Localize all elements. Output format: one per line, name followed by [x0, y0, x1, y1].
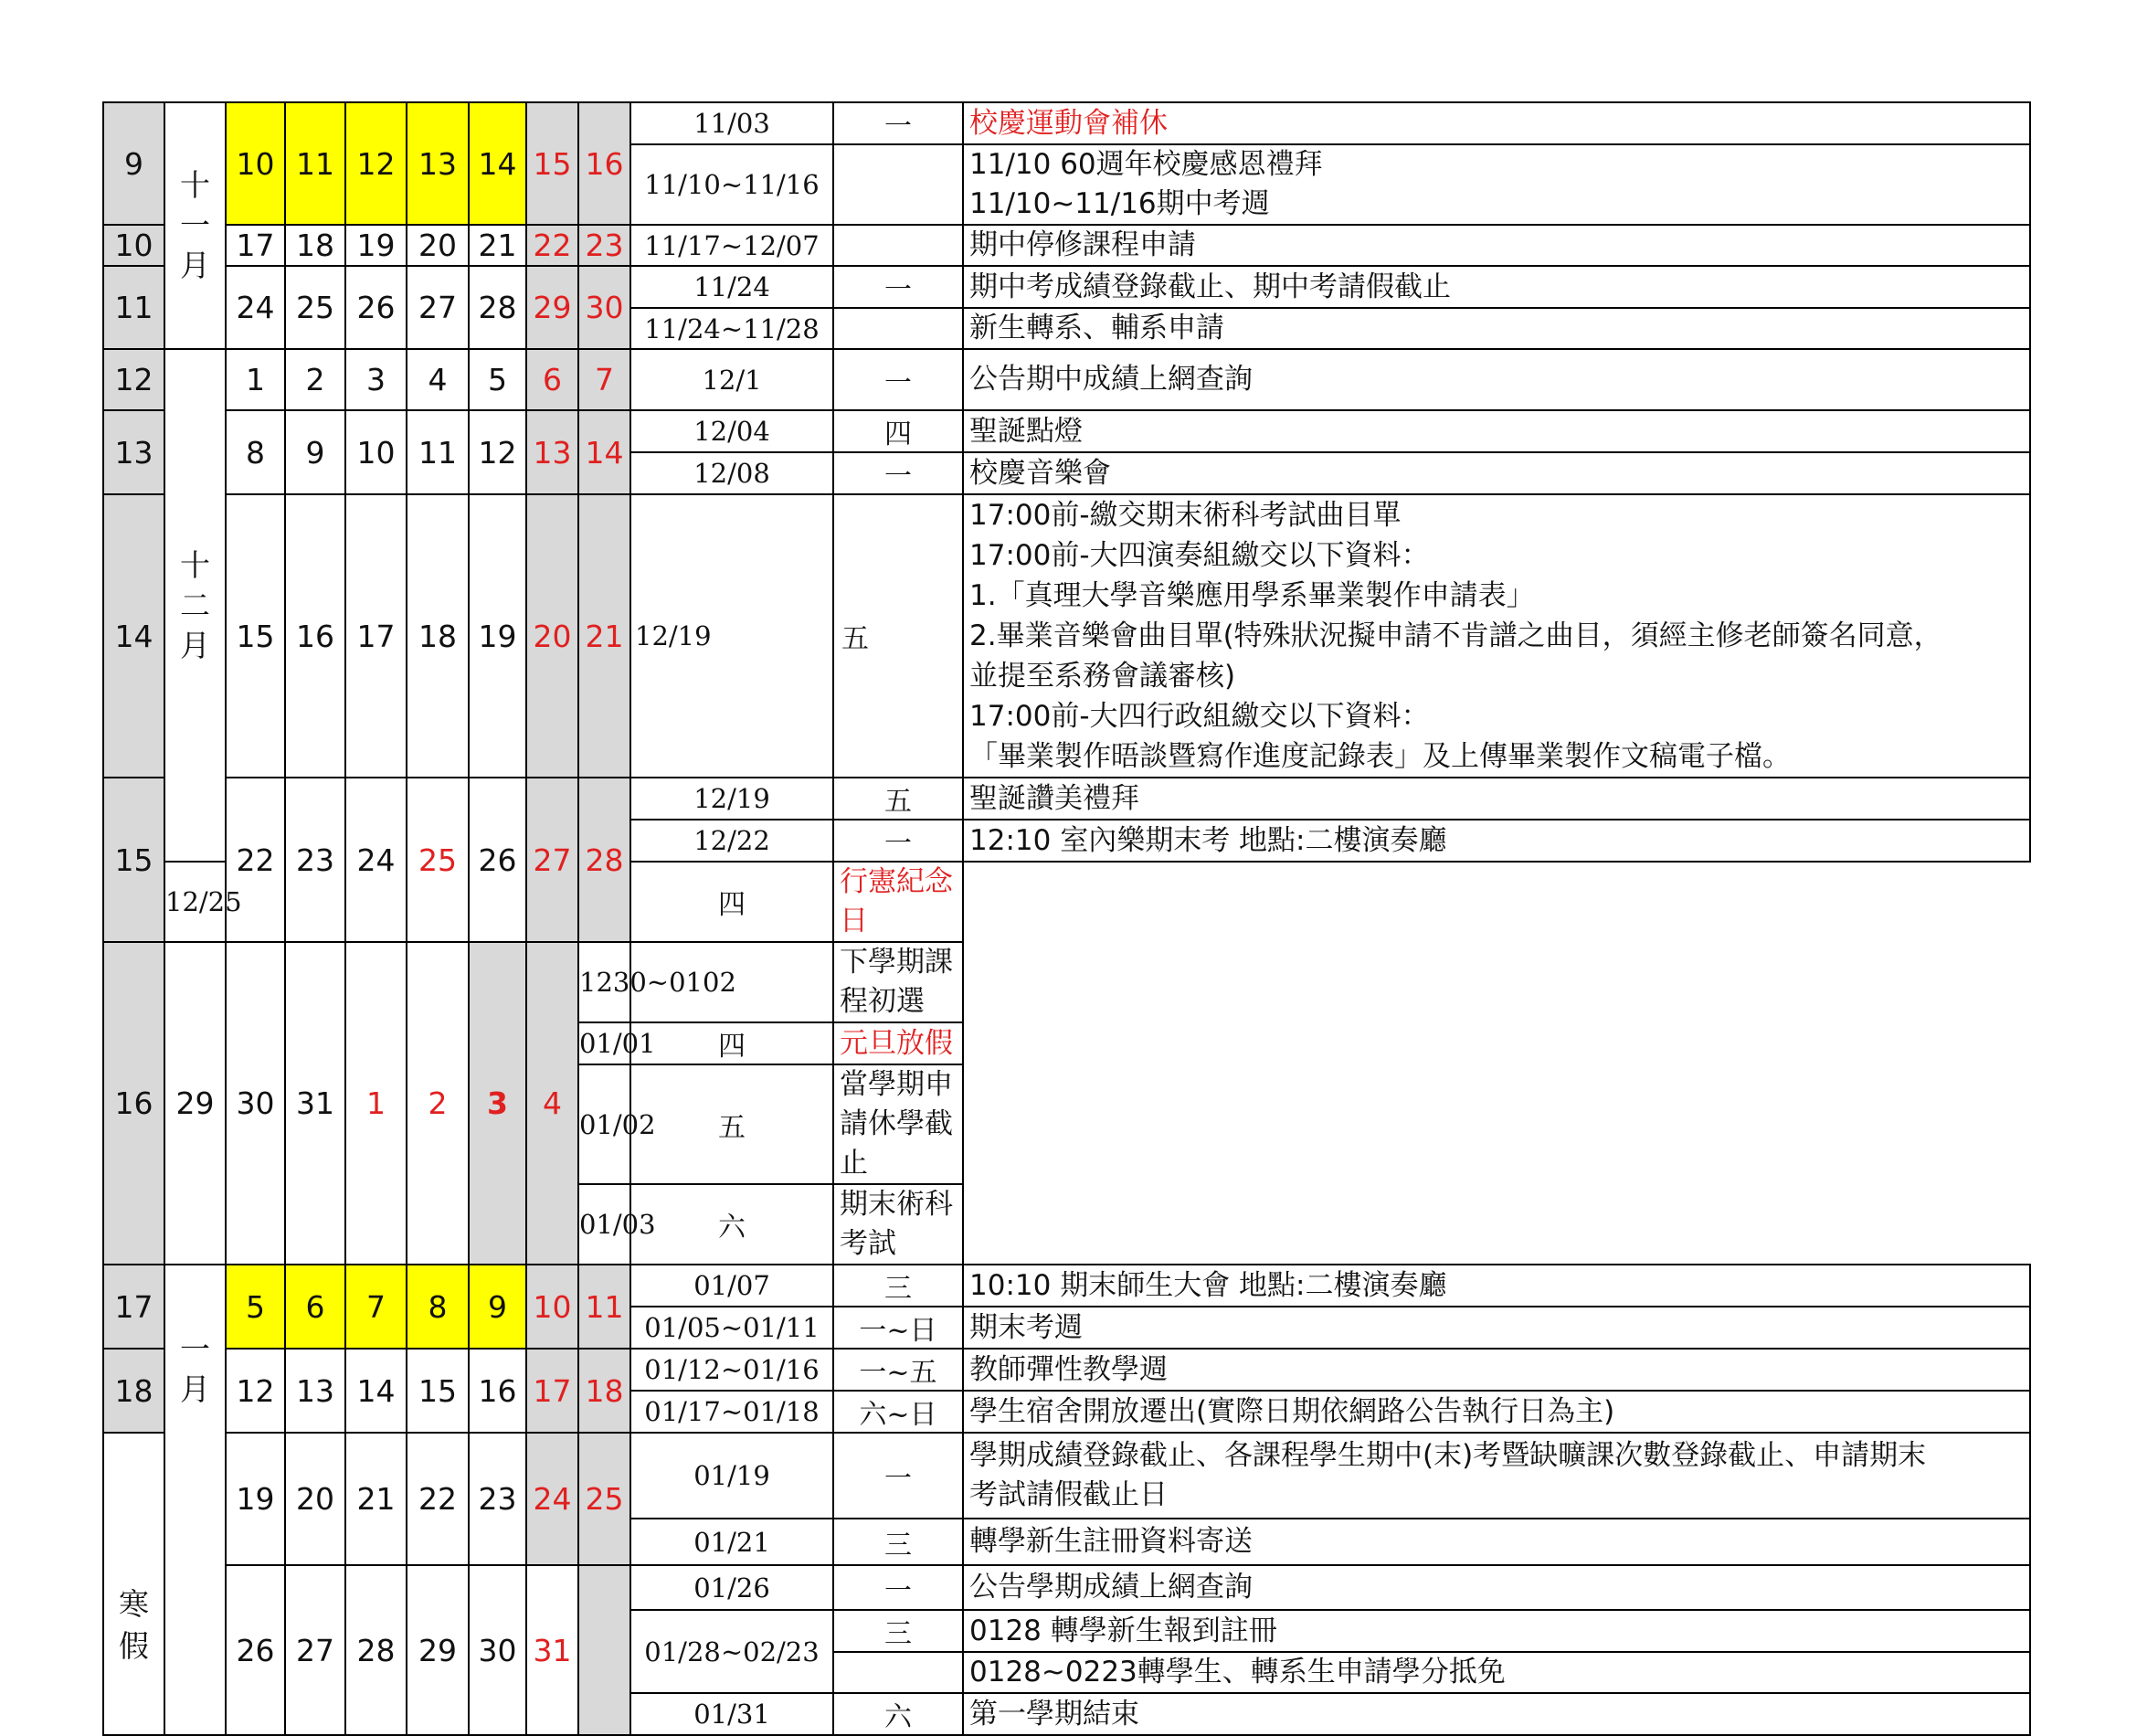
day-cell: 16 [285, 494, 345, 778]
event-description-line: 11/10 60週年校慶感恩禮拜 [969, 148, 1323, 181]
day-cell: 21 [345, 1433, 407, 1565]
day-cell: 10 [526, 1265, 578, 1349]
event-date: 12/1 [630, 349, 833, 410]
event-date: 01/01 [578, 1022, 630, 1064]
week-number-14: 14 [103, 494, 164, 778]
day-cell: 8 [407, 1265, 469, 1349]
day-cell: 26 [226, 1565, 285, 1735]
day-cell: 17 [345, 494, 407, 778]
event-date: 12/25 [164, 862, 226, 942]
week-number-15: 15 [103, 778, 164, 942]
event-day-of-week: 六~日 [833, 1391, 963, 1433]
event-description [963, 494, 2030, 778]
event-date: 12/04 [630, 410, 833, 452]
event-day-of-week: 四 [630, 862, 833, 942]
week-number-18: 18 [103, 1349, 164, 1433]
day-cell: 29 [164, 942, 226, 1265]
event-description-line: 並提至系務會議審核) [969, 660, 1236, 693]
day-cell: 15 [226, 494, 285, 778]
event-description: 元旦放假 [833, 1022, 963, 1064]
event-description: 轉學新生註冊資料寄送 [963, 1519, 2030, 1565]
day-cell: 12 [226, 1349, 285, 1433]
day-cell: 19 [226, 1433, 285, 1565]
event-description: 期中考成績登錄截止、期中考請假截止 [963, 266, 2030, 308]
day-cell: 30 [226, 942, 285, 1265]
event-day-of-week [833, 144, 963, 225]
event-day-of-week [833, 225, 963, 266]
event-date: 01/02 [578, 1064, 630, 1184]
day-cell: 2 [285, 349, 345, 410]
day-cell: 25 [407, 778, 469, 942]
day-cell: 28 [469, 266, 526, 349]
event-description: 期末考週 [963, 1307, 2030, 1349]
event-description: 第一學期結束 [963, 1693, 2030, 1735]
day-cell: 12 [469, 410, 526, 494]
event-day-of-week: 六 [833, 1693, 963, 1735]
day-cell: 20 [407, 225, 469, 266]
day-cell: 29 [407, 1565, 469, 1735]
event-day-of-week: 三 [833, 1610, 963, 1652]
day-cell: 13 [526, 410, 578, 494]
event-description-line: 1.「真理大學音樂應用學系畢業製作申請表」 [969, 579, 1535, 612]
event-description: 0128 轉學新生報到註冊 [963, 1610, 2030, 1652]
day-cell: 23 [285, 778, 345, 942]
day-cell: 24 [226, 266, 285, 349]
event-description: 聖誕讚美禮拜 [963, 778, 2030, 820]
event-day-of-week: 六 [630, 1184, 833, 1265]
event-day-of-week: 五 [630, 1064, 833, 1184]
event-description: 行憲紀念日 [833, 862, 963, 942]
day-cell: 10 [226, 102, 285, 225]
day-cell: 20 [526, 494, 578, 778]
day-cell: 9 [285, 410, 345, 494]
event-day-of-week: 四 [833, 410, 963, 452]
event-date: 12/19 [630, 494, 833, 778]
month-label-nov: 十 一 月 [164, 102, 226, 349]
calendar-body [103, 102, 2030, 1735]
day-cell: 20 [285, 1433, 345, 1565]
day-cell: 22 [526, 225, 578, 266]
event-description: 學生宿舍開放遷出(實際日期依網路公告執行日為主) [963, 1391, 2030, 1433]
event-description: 公告期中成績上網查詢 [963, 349, 2030, 410]
day-cell: 15 [526, 102, 578, 225]
month-label-dec: 十 二 月 [164, 349, 226, 862]
day-cell: 27 [407, 266, 469, 349]
day-cell: 11 [285, 102, 345, 225]
day-cell: 14 [345, 1349, 407, 1433]
day-cell: 6 [526, 349, 578, 410]
event-date: 01/17~01/18 [630, 1391, 833, 1433]
event-date: 11/24 [630, 266, 833, 308]
event-date: 01/07 [630, 1265, 833, 1307]
event-description: 10:10 期末師生大會 地點:二樓演奏廳 [963, 1265, 2030, 1307]
event-description-line: 17:00前-大四演奏組繳交以下資料： [969, 539, 1430, 572]
event-date: 01/03 [578, 1184, 630, 1265]
day-cell: 12 [345, 102, 407, 225]
day-cell: 4 [407, 349, 469, 410]
event-date: 12/19 [630, 778, 833, 820]
day-cell: 7 [578, 349, 630, 410]
day-cell: 30 [578, 266, 630, 349]
day-cell: 9 [469, 1265, 526, 1349]
event-description: 公告學期成績上網查詢 [963, 1565, 2030, 1610]
day-cell: 5 [469, 349, 526, 410]
day-cell: 28 [345, 1565, 407, 1735]
event-description: 教師彈性教學週 [963, 1349, 2030, 1391]
event-description-line: 17:00前-繳交期末術科考試曲目單 [969, 499, 1402, 532]
event-description: 0128~0223轉學生、轉系生申請學分抵免 [963, 1652, 2030, 1693]
day-cell: 18 [285, 225, 345, 266]
event-description-line: 學期成績登錄截止、各課程學生期中(末)考暨缺曠課次數登錄截止、申請期末 [969, 1439, 1927, 1472]
event-date: 12/22 [630, 820, 833, 862]
day-cell: 25 [578, 1433, 630, 1565]
day-cell: 7 [345, 1265, 407, 1349]
event-description [963, 1433, 2030, 1519]
day-cell: 27 [285, 1565, 345, 1735]
day-cell: 1 [226, 349, 285, 410]
event-date: 01/26 [630, 1565, 833, 1610]
day-cell: 27 [526, 778, 578, 942]
event-day-of-week: 一 [833, 452, 963, 494]
day-cell: 22 [226, 778, 285, 942]
day-cell: 29 [526, 266, 578, 349]
event-description-line: 2.畢業音樂會曲目單(特殊狀況擬申請不肯譜之曲目，須經主修老師簽名同意， [969, 619, 1942, 652]
event-description-line: 「畢業製作晤談暨寫作進度記錄表」及上傳畢業製作文稿電子檔。 [969, 740, 1791, 773]
day-cell: 17 [526, 1349, 578, 1433]
academic-calendar-table [102, 101, 2031, 1736]
day-cell: 3 [469, 942, 526, 1265]
event-day-of-week [833, 308, 963, 349]
event-day-of-week: 一 [833, 1565, 963, 1610]
event-date: 11/24~11/28 [630, 308, 833, 349]
event-day-of-week: 四 [630, 1022, 833, 1064]
event-day-of-week: 一 [833, 266, 963, 308]
month-label-jan: 一 月 [164, 1265, 226, 1735]
event-description: 期末術科考試 [833, 1184, 963, 1265]
day-cell: 16 [469, 1349, 526, 1433]
day-cell: 11 [578, 1265, 630, 1349]
day-cell: 31 [526, 1565, 578, 1735]
day-cell: 19 [345, 225, 407, 266]
event-day-of-week: 一~五 [833, 1349, 963, 1391]
day-cell: 15 [407, 1349, 469, 1433]
day-cell: 8 [226, 410, 285, 494]
event-description: 聖誕點燈 [963, 410, 2030, 452]
day-cell: 3 [345, 349, 407, 410]
event-date: 11/03 [630, 102, 833, 144]
event-date: 11/10~11/16 [630, 144, 833, 225]
day-cell: 21 [469, 225, 526, 266]
event-description: 期中停修課程申請 [963, 225, 2030, 266]
day-cell: 4 [526, 942, 578, 1265]
event-day-of-week: 一 [833, 820, 963, 862]
week-number-10: 10 [103, 225, 164, 266]
day-cell: 24 [526, 1433, 578, 1565]
event-date: 01/31 [630, 1693, 833, 1735]
day-cell: 1 [345, 942, 407, 1265]
day-cell: 26 [345, 266, 407, 349]
event-description: 校慶運動會補休 [963, 102, 2030, 144]
day-cell: 23 [578, 225, 630, 266]
event-description-line: 11/10~11/16期中考週 [969, 187, 1270, 220]
event-day-of-week: 五 [833, 778, 963, 820]
day-cell: 13 [285, 1349, 345, 1433]
event-description: 下學期課程初選 [833, 942, 963, 1022]
event-date: 01/28~02/23 [630, 1610, 833, 1693]
event-day-of-week: 三 [833, 1265, 963, 1307]
event-day-of-week [833, 1652, 963, 1693]
week-number-11: 11 [103, 266, 164, 349]
day-cell: 11 [407, 410, 469, 494]
day-cell: 25 [285, 266, 345, 349]
event-description-line: 考試請假截止日 [969, 1478, 1168, 1511]
event-description: 當學期申請休學截止 [833, 1064, 963, 1184]
event-day-of-week: 一 [833, 102, 963, 144]
day-cell: 14 [578, 410, 630, 494]
day-cell: 2 [407, 942, 469, 1265]
day-cell: 16 [578, 102, 630, 225]
event-date: 01/12~01/16 [630, 1349, 833, 1391]
week-number-17: 17 [103, 1265, 164, 1349]
day-cell: 26 [469, 778, 526, 942]
day-cell: 18 [578, 1349, 630, 1433]
event-day-of-week: 一 [833, 1433, 963, 1519]
event-description: 12:10 室內樂期末考 地點:二樓演奏廳 [963, 820, 2030, 862]
event-date: 01/19 [630, 1433, 833, 1519]
day-cell: 28 [578, 778, 630, 942]
event-description [963, 144, 2030, 225]
day-cell: 31 [285, 942, 345, 1265]
event-description-line: 17:00前-大四行政組繳交以下資料： [969, 700, 1430, 733]
event-date: 01/21 [630, 1519, 833, 1565]
event-day-of-week: 一~日 [833, 1307, 963, 1349]
day-cell: 14 [469, 102, 526, 225]
week-number-16: 16 [103, 942, 164, 1265]
event-date: 1230~0102 [578, 942, 630, 1022]
event-day-of-week: 五 [833, 494, 963, 778]
day-cell: 21 [578, 494, 630, 778]
day-cell: 5 [226, 1265, 285, 1349]
day-cell-empty [578, 1565, 630, 1735]
day-cell: 19 [469, 494, 526, 778]
event-description: 新生轉系、輔系申請 [963, 308, 2030, 349]
event-date: 12/08 [630, 452, 833, 494]
day-cell: 13 [407, 102, 469, 225]
week-number-13: 13 [103, 410, 164, 494]
week-number-12: 12 [103, 349, 164, 410]
day-cell: 24 [345, 778, 407, 942]
day-cell: 6 [285, 1265, 345, 1349]
event-description: 校慶音樂會 [963, 452, 2030, 494]
day-cell: 17 [226, 225, 285, 266]
day-cell: 10 [345, 410, 407, 494]
event-day-of-week: 三 [833, 1519, 963, 1565]
event-day-of-week: 一 [833, 349, 963, 410]
day-cell: 18 [407, 494, 469, 778]
event-date: 01/05~01/11 [630, 1307, 833, 1349]
day-cell: 23 [469, 1433, 526, 1565]
day-cell: 30 [469, 1565, 526, 1735]
week-number-9: 9 [103, 102, 164, 225]
day-cell: 22 [407, 1433, 469, 1565]
week-winter-break: 寒 假 [103, 1433, 164, 1735]
event-date: 11/17~12/07 [630, 225, 833, 266]
